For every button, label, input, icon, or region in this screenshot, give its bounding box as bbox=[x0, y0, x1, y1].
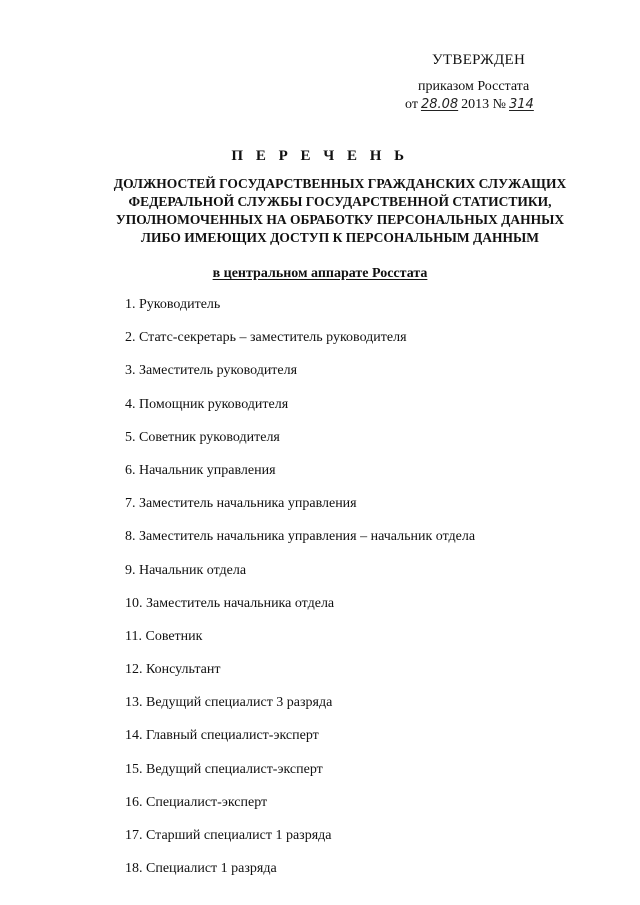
subtitle-line: ЛИБО ИМЕЮЩИХ ДОСТУП К ПЕРСОНАЛЬНЫМ ДАННЫМ bbox=[140, 230, 540, 245]
subtitle-line: УПОЛНОМОЧЕННЫХ НА ОБРАБОТКУ ПЕРСОНАЛЬНЫХ ДАННЫХ bbox=[115, 212, 565, 227]
approval-order-text: приказом Росстата bbox=[418, 79, 530, 94]
list-item: 7. Заместитель начальника управления bbox=[125, 496, 357, 512]
document-subtitle bbox=[100, 175, 580, 247]
list-item: 3. Заместитель руководителя bbox=[125, 363, 298, 379]
document-title: П Е Р Е Ч Е Н Ь bbox=[231, 148, 409, 164]
approval-year: 2013 bbox=[461, 97, 490, 112]
list-item: 6. Начальник управления bbox=[125, 462, 276, 478]
list-item: 17. Старший специалист 1 разряда bbox=[125, 828, 332, 843]
list-item: 13. Ведущий специалист 3 разряда bbox=[125, 695, 333, 711]
list-item: 12. Консультант bbox=[125, 662, 221, 678]
section-title: в центральном аппарате Росстата bbox=[212, 266, 428, 281]
list-item: 1. Руководитель bbox=[125, 297, 221, 312]
approval-number-label: № bbox=[492, 97, 507, 112]
list-item: 9. Начальник отдела bbox=[125, 562, 247, 578]
list-item: 14. Главный специалист-эксперт bbox=[125, 728, 319, 744]
list-item: 11. Советник bbox=[125, 628, 203, 644]
list-item: 15. Ведущий специалист-эксперт bbox=[125, 761, 323, 777]
list-item: 2. Статс-секретарь – заместитель руководителя bbox=[125, 330, 407, 346]
approval-block bbox=[405, 52, 605, 113]
list-item: 8. Заместитель начальника управления – начальник отдела bbox=[125, 529, 476, 545]
approval-number-handwritten: 314 bbox=[509, 97, 534, 112]
approval-date-prefix: от bbox=[405, 97, 418, 112]
approval-title: УТВЕРЖДЕН bbox=[432, 52, 526, 68]
subtitle-line: ФЕДЕРАЛЬНОЙ СЛУЖБЫ ГОСУДАРСТВЕННОЙ СТАТИСТИКИ, bbox=[128, 194, 552, 209]
approval-date-handwritten: 28.08 bbox=[420, 97, 459, 112]
approval-date-line bbox=[405, 97, 605, 113]
subtitle-line: ДОЛЖНОСТЕЙ ГОСУДАРСТВЕННЫХ ГРАЖДАНСКИХ СЛУЖАЩИХ bbox=[113, 176, 567, 191]
positions-list bbox=[125, 296, 605, 893]
list-item: 10. Заместитель начальника отдела bbox=[125, 595, 335, 611]
list-item: 5. Советник руководителя bbox=[125, 429, 280, 445]
list-item: 18. Специалист 1 разряда bbox=[125, 861, 277, 877]
list-item: 16. Специалист-эксперт bbox=[125, 794, 268, 810]
list-item: 4. Помощник руководителя bbox=[125, 396, 289, 412]
